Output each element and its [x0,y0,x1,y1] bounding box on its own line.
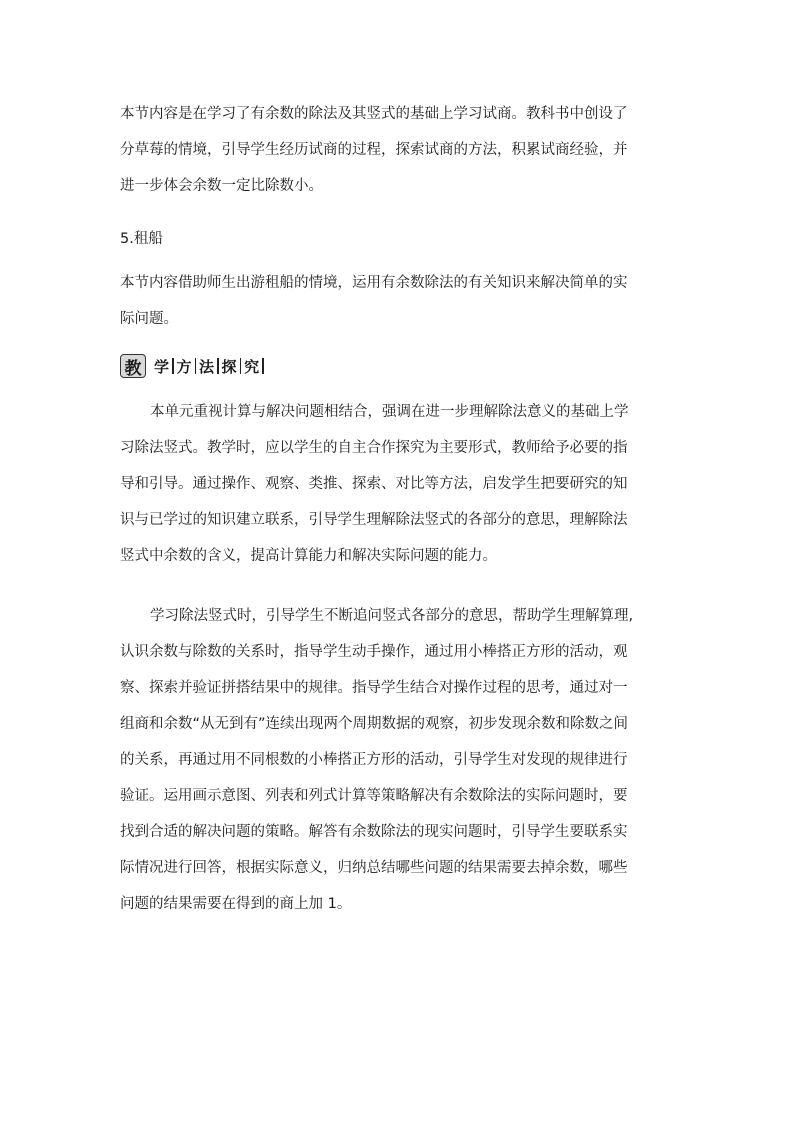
paragraph-rent-boat [120,265,680,337]
text-line: 本节内容借助师生出游租船的情境，运用有余数除法的有关知识来解决简单的实 [120,275,628,291]
section-title [152,356,265,377]
text-line: 习除法竖式。教学时，应以学生的自主合作探究为主要形式，教师给予必要的指 [120,440,628,456]
paragraph-trial-quotient [120,96,680,204]
text-line: 的关系，再通过用不同根数的小棒搭正方形的活动，引导学生对发现的规律进行 [120,752,628,768]
title-separator [195,358,197,374]
section-title-char: 法 [199,357,215,376]
text-line: 组商和余数“从无到有”连续出现两个周期数据的观察，初步发现余数和除数之间 [120,716,629,732]
text-line: 导和引导。通过操作、观察、类推、探索、对比等方法，启发学生把要研究的知 [120,476,628,492]
paragraph-vertical-division [120,598,680,922]
title-separator [240,358,242,374]
section-title-char: 学 [154,357,170,376]
text-line: 验证。运用画示意图、列表和列式计算等策略解决有余数除法的实际问题时，要 [120,788,628,804]
section-title-char: 究 [244,357,260,376]
text-line: 本单元重视计算与解决问题相结合，强调在进一步理解除法意义的基础上学 [150,404,629,420]
section-title-char: 方 [176,357,192,376]
text-line: 学习除法竖式时，引导学生不断追问竖式各部分的意思，帮助学生理解算理, [150,608,634,624]
section-title-char: 探 [221,357,237,376]
text-line: 际问题。 [120,311,178,327]
title-separator [262,358,264,374]
subheading-rent-boat: 5.租船 [120,231,163,247]
paragraph-unit-overview [120,394,680,574]
text-line: 认识余数与除数的关系时，指导学生动手操作，通过用小棒搭正方形的活动，观 [120,644,628,660]
text-line: 竖式中余数的含义，提高计算能力和解决实际问题的能力。 [120,548,497,564]
text-line: 问题的结果需要在得到的商上加 1。 [120,896,352,912]
title-separator [172,358,174,374]
text-line: 察、探索并验证拼搭结果中的规律。指导学生结合对操作过程的思考，通过对一 [120,680,628,696]
text-line: 分草莓的情境，引导学生经历试商的过程，探索试商的方法，积累试商经验，并 [120,142,628,158]
text-line: 进一步体会余数一定比除数小。 [120,178,323,194]
section-heading-teaching-method [120,352,265,380]
text-line: 识与已学过的知识建立联系，引导学生理解除法竖式的各部分的意思，理解除法 [120,512,628,528]
text-line: 本节内容是在学习了有余数的除法及其竖式的基础上学习试商。教科书中创设了 [120,106,628,122]
title-separator [217,358,219,374]
text-line: 际情况进行回答，根据实际意义，归纳总结哪些问题的结果需要去掉余数，哪些 [120,860,628,876]
section-badge: 教 [120,354,146,378]
text-line: 找到合适的解决问题的策略。解答有余数除法的现实问题时，引导学生要联系实 [120,824,628,840]
